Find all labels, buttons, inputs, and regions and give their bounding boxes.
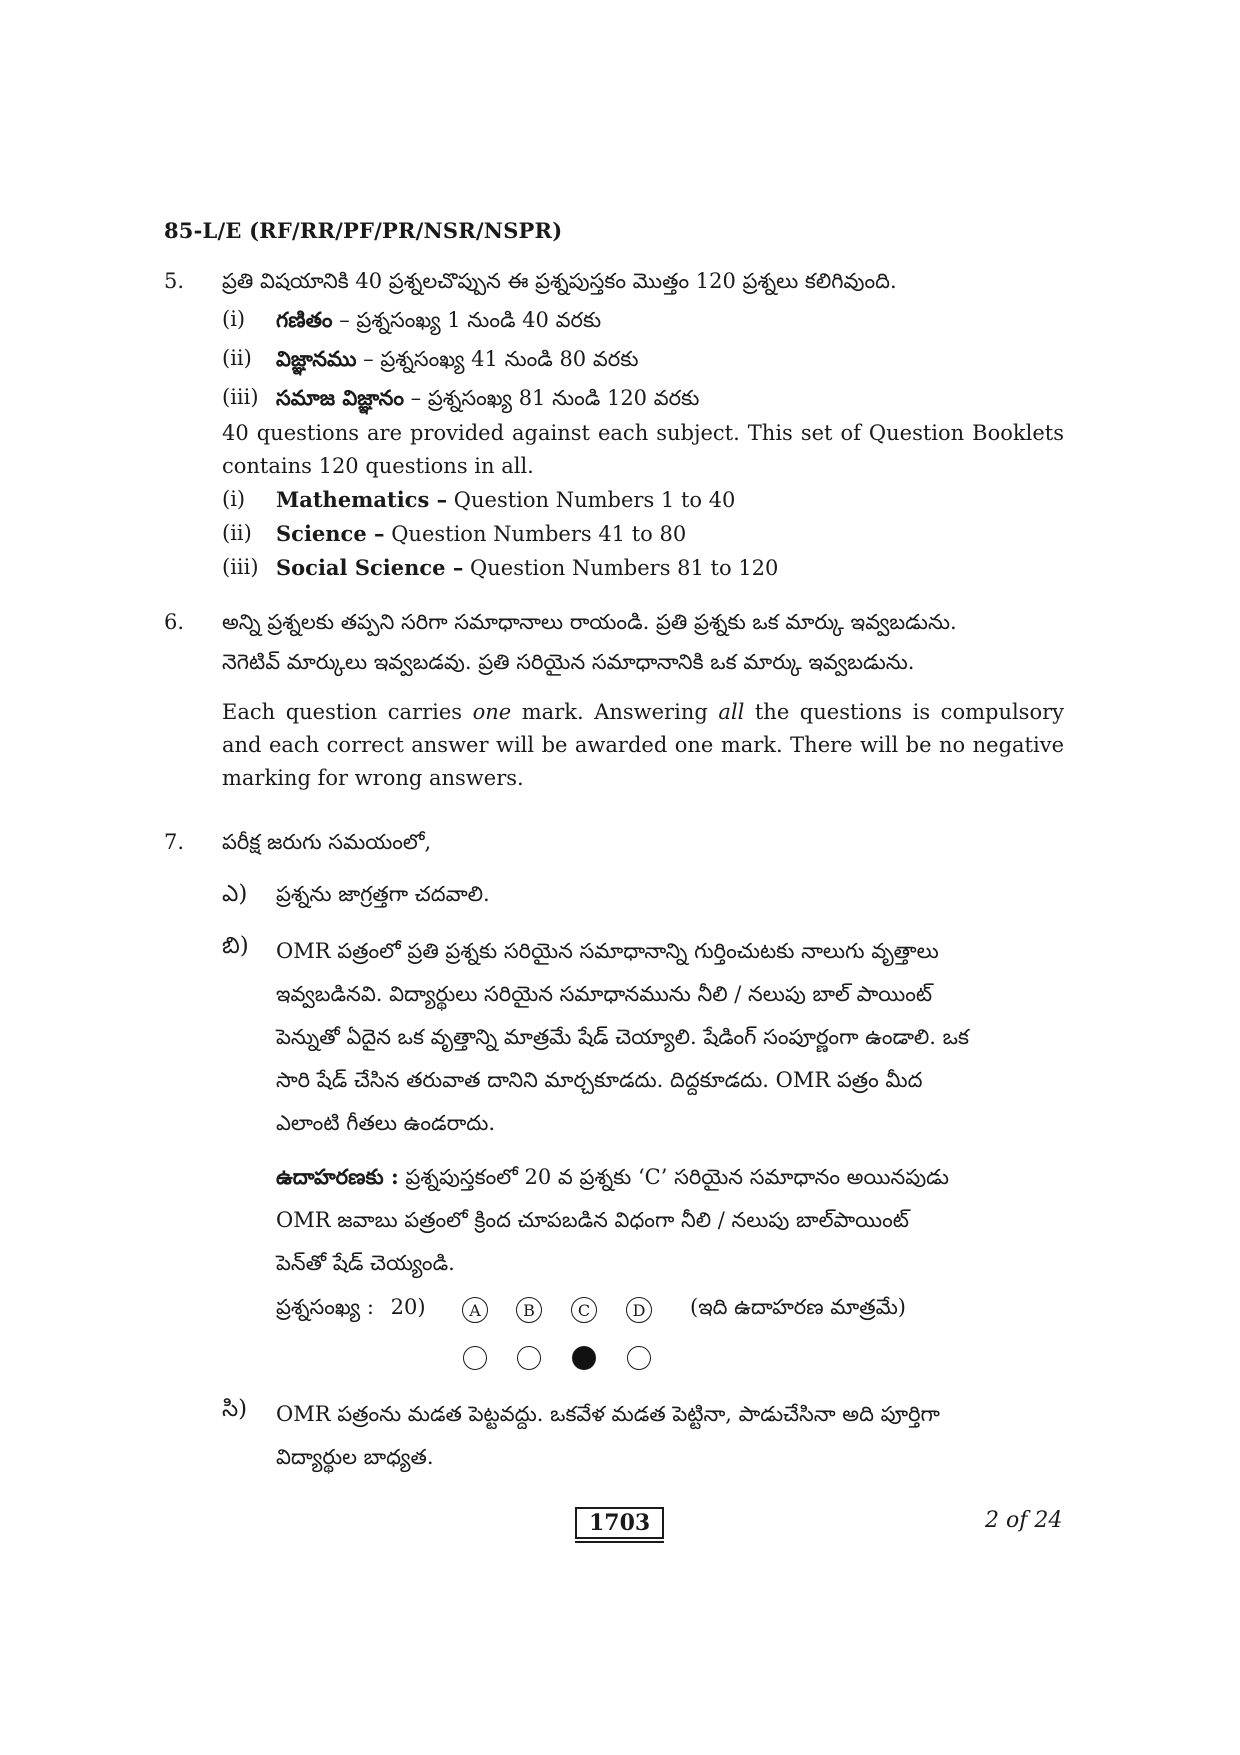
example-block: ఉదాహరణకు : ప్రశ్నపుస్తకంలో 20 వ ప్రశ్నకు ‘C’ సరియైన సమాధానం అయినపుడు OMR జవాబు పత్రంలో క్రింద చూపబడిన విధంగా నీలి / నలుపు బాల్‌పాయింట్ పెన్‌తో షేడ్ చెయ్యండి. (276, 1164, 949, 1275)
omr-bubble-row (276, 1331, 1064, 1389)
list-item: (iii) సమాజ విజ్ఞానం – ప్రశ్నసంఖ్య 81 నుండి 120 వరకు (222, 385, 700, 410)
instruction-number: 5. (164, 269, 185, 293)
sub-marker: ఎ) (222, 881, 248, 907)
q7-intro: పరీక్ష జరుగు సమయంలో, (222, 830, 432, 854)
telugu-intro: ప్రతి విషయానికి 40 ప్రశ్నలచొప్పున ఈ ప్రశ్నపుస్తకం మొత్తం 120 ప్రశ్నలు కలిగివుంది. (222, 269, 897, 293)
sub-marker: సి) (222, 1396, 248, 1422)
instruction-number: 7. (164, 830, 185, 854)
sub-item-b: బి) OMR పత్రంలో ప్రతి ప్రశ్నకు సరియైన సమాధానాన్ని గుర్తించుటకు నాలుగు వృత్తాలు ఇవ్వబడినవి. విద్యార్థులు సరియైన సమాధానమును నీలి / నలుపు బాల్ పాయింట్ పెన్నుతో ఏదైన ఒక వృత్తాన్ని మాత్రమే షేడ్ చెయ్యాలి. షేడింగ్ సంపూర్ణంగా ఉండాలి. ఒక సారి షేడ్ చేసిన తరువాత దానిని మార్చకూడదు. దిద్దకూడదు. OMR పత్రం మీద ఎలాంటి గీతలు ఉండరాదు. ఉదాహరణకు : ప్రశ్నపుస్తకంలో 20 వ ప్రశ్నకు ‘C’ సరియైన సమాధానం అయినపుడు OMR జవాబు పత్రంలో క్రింద చూపబడిన విధంగా నీలి / నలుపు బాల్‌పాయింట్ పెన్‌తో షేడ్ చెయ్యండి. ప్రశ్నసంఖ్య : 20) A B C D (ఇది ఉదాహరణ మాత్రమే) (222, 930, 1064, 1389)
english-intro: 40 questions are provided against each subject. This set of Question Booklets contains 120 questions in all. (222, 421, 1064, 478)
english-subject-list (222, 483, 1064, 585)
sub-item-a: ఎ) ప్రశ్నను జాగ్రత్తగా చదవాలి. (222, 878, 1064, 930)
list-item: (i) గణితం – ప్రశ్నసంఖ్య 1 నుండి 40 వరకు (222, 307, 602, 332)
example-note: (ఇది ఉదాహరణ మాత్రమే) (690, 1295, 906, 1319)
omr-bubble (627, 1346, 651, 1370)
omr-question-label: ప్రశ్నసంఖ్య : (276, 1295, 374, 1319)
omr-question-number: 20) (390, 1295, 426, 1319)
option-c-label: C (571, 1297, 597, 1323)
list-item: (ii) విజ్ఞానము – ప్రశ్నసంఖ్య 41 నుండి 80 వరకు (222, 346, 639, 371)
option-a-label: A (462, 1297, 488, 1323)
option-d-label: D (626, 1297, 652, 1323)
booklet-serial-code: 1703 (575, 1507, 664, 1539)
list-item: (ii) Science – Question Numbers 41 to 80 (222, 521, 687, 546)
telugu-line: నెగెటివ్ మార్కులు ఇవ్వబడవు. ప్రతి సరియైన సమాధానానికి ఒక మార్కు ఇవ్వబడును. (222, 650, 915, 674)
option-b-label: B (516, 1297, 542, 1323)
list-item: (i) Mathematics – Question Numbers 1 to 40 (222, 487, 736, 512)
omr-bubble (572, 1346, 596, 1370)
sub-marker: బి) (222, 933, 249, 959)
omr-example-row (276, 1291, 1064, 1331)
instruction-number: 6. (164, 610, 185, 634)
omr-bubble (463, 1346, 487, 1370)
telugu-line: అన్ని ప్రశ్నలకు తప్పని సరిగా సమాధానాలు రాయండి. ప్రతి ప్రశ్నకు ఒక మార్కు ఇవ్వబడును. (222, 610, 957, 634)
omr-bubble (517, 1346, 541, 1370)
booklet-code-header: 85-L/E (RF/RR/PF/PR/NSR/NSPR) (164, 218, 563, 243)
english-paragraph: Each question carries one mark. Answering all the questions is compulsory and each correct answer will be awarded one mark. There will be no negative marking for wrong answers. (222, 700, 1065, 790)
sub-item-c: సి) OMR పత్రంను మడత పెట్టవద్దు. ఒకవేళ మడత పెట్టినా, పాడుచేసినా అది పూర్తిగా విద్యార్థుల బాధ్యత. (222, 1393, 1064, 1479)
page-number: 2 of 24 (985, 1508, 1063, 1533)
list-item: (iii) Social Science – Question Numbers 81 to 120 (222, 555, 779, 580)
telugu-subject-list (222, 303, 1064, 417)
